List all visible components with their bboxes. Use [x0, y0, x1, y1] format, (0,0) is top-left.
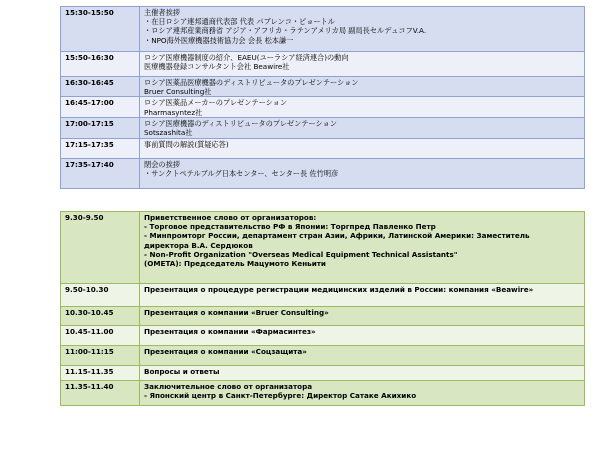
ru-schedule-description-line: - Торговое представительство РФ в Японии: Торгпред Павленко Петр	[144, 222, 436, 232]
jp-schedule-description-line: ロシア医薬品メーカーのプレゼンテーション	[144, 98, 288, 108]
ru-schedule-description-cell	[140, 307, 585, 326]
ru-schedule-time-cell: 11.15-11.35	[61, 366, 140, 381]
ru-schedule-time-cell: 10.45-11.00	[61, 326, 140, 346]
japanese-schedule-table	[60, 6, 585, 189]
jp-schedule-description-line: ・在日ロシア連邦通商代表部 代表 パブレンコ・ピョートル	[144, 17, 335, 27]
jp-schedule-description-line: 主催者挨拶	[144, 8, 180, 17]
jp-schedule-row	[61, 117, 585, 138]
ru-schedule-time-cell: 10.30-10.45	[61, 307, 140, 326]
jp-schedule-description-line: ロシア医療機器のディストリビュータのプレゼンテーション	[144, 118, 337, 128]
jp-schedule-description-line: ・NPO海外医療機器技術協力会 会長 松本謙一	[144, 35, 294, 45]
ru-schedule-description-cell	[140, 326, 585, 346]
ru-schedule-row	[61, 307, 585, 326]
jp-schedule-description-line: ・ロシア連邦産業商務省 アジア・アフリカ・ラテンアメリカ局 副局長セルデュコフV.A.	[144, 26, 427, 36]
jp-schedule-time-cell: 17:15-17:35	[61, 138, 140, 158]
ru-schedule-row	[61, 346, 585, 366]
ru-schedule-description-line: Приветственное слово от организаторов:	[144, 213, 317, 222]
jp-schedule-row	[61, 52, 585, 77]
ru-schedule-row	[61, 381, 585, 406]
jp-schedule-description-cell	[140, 138, 585, 158]
russian-schedule-table	[60, 211, 585, 406]
ru-schedule-description-line: Презентация о компании «Фармасинтез»	[144, 327, 316, 336]
jp-schedule-row	[61, 7, 585, 52]
jp-schedule-time-cell: 17:00-17:15	[61, 117, 140, 138]
ru-schedule-row	[61, 366, 585, 381]
ru-schedule-description-line: Презентация о компании «Bruer Consulting»	[144, 308, 329, 317]
ru-schedule-time-cell: 9.50-10.30	[61, 284, 140, 307]
jp-schedule-description-line: ロシア医薬品医療機器のディストリビュータのプレゼンテーション	[144, 78, 359, 87]
jp-schedule-time-cell: 16:30-16:45	[61, 77, 140, 97]
jp-schedule-description-line: 事前質問の解説(質疑応答)	[144, 139, 229, 149]
jp-schedule-row	[61, 138, 585, 158]
jp-schedule-description-line: Bruer Consulting社	[144, 87, 212, 97]
jp-schedule-description-line: 閉会の挨拶	[144, 159, 180, 169]
jp-schedule-description-cell	[140, 97, 585, 117]
ru-schedule-description-line: - Минпромторг России, департамент стран Азии, Африки, Латинской Америки: Заместитель	[144, 231, 530, 241]
ru-schedule-description-line: - Японский центр в Санкт-Петербурге: Директор Сатаке Акихико	[144, 391, 417, 401]
jp-schedule-row	[61, 158, 585, 188]
jp-schedule-description-line: ロシア医療機器制度の紹介、EAEU(ユーラシア経済連合)の動向	[144, 53, 349, 62]
ru-schedule-description-line: директора В.А. Сердюков	[144, 240, 253, 250]
ru-schedule-row	[61, 212, 585, 284]
ru-schedule-description-line: - Non-Profit Organization "Overseas Medical Equipment Technical Assistants"	[144, 249, 458, 259]
ru-schedule-description-line: Презентация о компании «Соцзащита»	[144, 347, 307, 356]
jp-schedule-description-line: ・サンクトペテルブルグ日本センター、センター長 佐竹明彦	[144, 169, 339, 179]
jp-schedule-row	[61, 97, 585, 117]
jp-schedule-description-cell	[140, 77, 585, 97]
jp-schedule-description-cell	[140, 52, 585, 77]
jp-schedule-time-cell: 17:35-17:40	[61, 158, 140, 188]
ru-schedule-time-cell: 11.35-11.40	[61, 381, 140, 406]
ru-schedule-description-cell	[140, 346, 585, 366]
ru-schedule-description-line: Вопросы и ответы	[144, 367, 220, 376]
ru-schedule-time-cell: 11:00-11:15	[61, 346, 140, 366]
ru-schedule-time-cell: 9.30-9.50	[61, 212, 140, 284]
jp-schedule-description-line: Pharmasyntez社	[144, 107, 203, 117]
ru-schedule-description-cell	[140, 212, 585, 284]
ru-schedule-description-cell	[140, 284, 585, 307]
jp-schedule-row	[61, 77, 585, 97]
ru-schedule-description-line: (OMETA): Председатель Мацумото Кеньити	[144, 259, 326, 269]
jp-schedule-description-cell	[140, 158, 585, 188]
jp-schedule-time-cell: 15:30-15:50	[61, 7, 140, 52]
jp-schedule-time-cell: 15:50-16:30	[61, 52, 140, 77]
ru-schedule-description-cell	[140, 381, 585, 406]
jp-schedule-description-line: Sotszashita社	[144, 128, 193, 138]
jp-schedule-description-cell	[140, 117, 585, 138]
ru-schedule-description-cell	[140, 366, 585, 381]
jp-schedule-time-cell: 16:45-17:00	[61, 97, 140, 117]
ru-schedule-row	[61, 326, 585, 346]
ru-schedule-description-line: Презентация о процедуре регистрации медицинских изделий в России: компания «Beawire»	[144, 285, 534, 294]
jp-schedule-description-cell	[140, 7, 585, 52]
ru-schedule-row	[61, 284, 585, 307]
ru-schedule-description-line: Заключительное слово от организатора	[144, 382, 313, 391]
jp-schedule-description-line: 医療機器登録コンサルタント会社 Beawire社	[144, 62, 290, 72]
